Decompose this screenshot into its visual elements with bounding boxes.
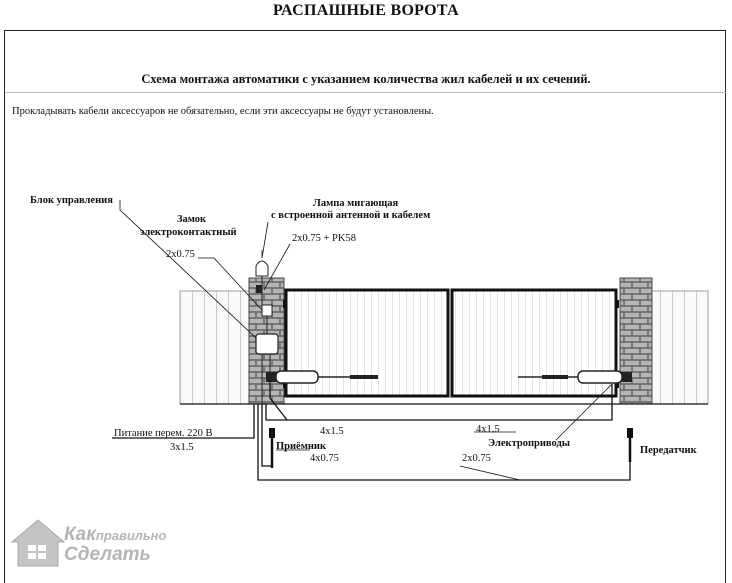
left-fence bbox=[180, 291, 249, 404]
transmitter-cable-label: 2x0.75 bbox=[462, 453, 491, 464]
motors-label: Электроприводы bbox=[488, 438, 570, 449]
right-fence bbox=[652, 291, 708, 404]
receiver-cable-label: 4x0.75 bbox=[310, 453, 339, 464]
transmitter-post bbox=[627, 428, 633, 462]
transmitter-label: Передатчик bbox=[640, 445, 697, 456]
lock-label-line2: электроконтактный bbox=[140, 227, 237, 238]
electric-lock bbox=[262, 305, 272, 316]
logo-word-kak: Как bbox=[64, 524, 96, 545]
logo-word-pravilno: правильно bbox=[95, 528, 167, 543]
control-unit-label: Блок управления bbox=[30, 195, 113, 206]
lock-label-line1: Замок bbox=[177, 214, 207, 225]
right-motor-cable-label: 4x1.5 bbox=[476, 424, 500, 435]
logo-house-icon bbox=[12, 520, 64, 566]
power-label: Питание перем. 220 В bbox=[114, 428, 213, 439]
left-motor-cable-label: 4x1.5 bbox=[320, 426, 344, 437]
site-logo bbox=[64, 525, 166, 564]
lamp-label-line1: Лампа мигающая bbox=[313, 198, 399, 209]
page-title: РАСПАШНЫЕ ВОРОТА bbox=[273, 2, 459, 19]
control-unit bbox=[256, 334, 278, 354]
receiver-label: Приёмник bbox=[276, 441, 327, 452]
logo-word-sdelat: Сделать bbox=[64, 544, 151, 565]
diagram-subtitle: Схема монтажа автоматики с указанием количества жил кабелей и их сечений. bbox=[141, 72, 591, 86]
power-cable-label: 3x1.5 bbox=[170, 442, 194, 453]
lock-cable-label: 2x0.75 bbox=[166, 249, 195, 260]
lamp-label-line2: с встроенной антенной и кабелем bbox=[271, 210, 431, 221]
lamp-cable-label: 2x0.75 + PK58 bbox=[292, 233, 356, 244]
flashing-lamp bbox=[256, 250, 268, 276]
receiver-post bbox=[269, 428, 275, 468]
cable-note: Прокладывать кабели аксессуаров не обязательно, если эти аксессуары не будут установлены. bbox=[12, 106, 434, 117]
right-brick-pillar bbox=[620, 278, 652, 404]
